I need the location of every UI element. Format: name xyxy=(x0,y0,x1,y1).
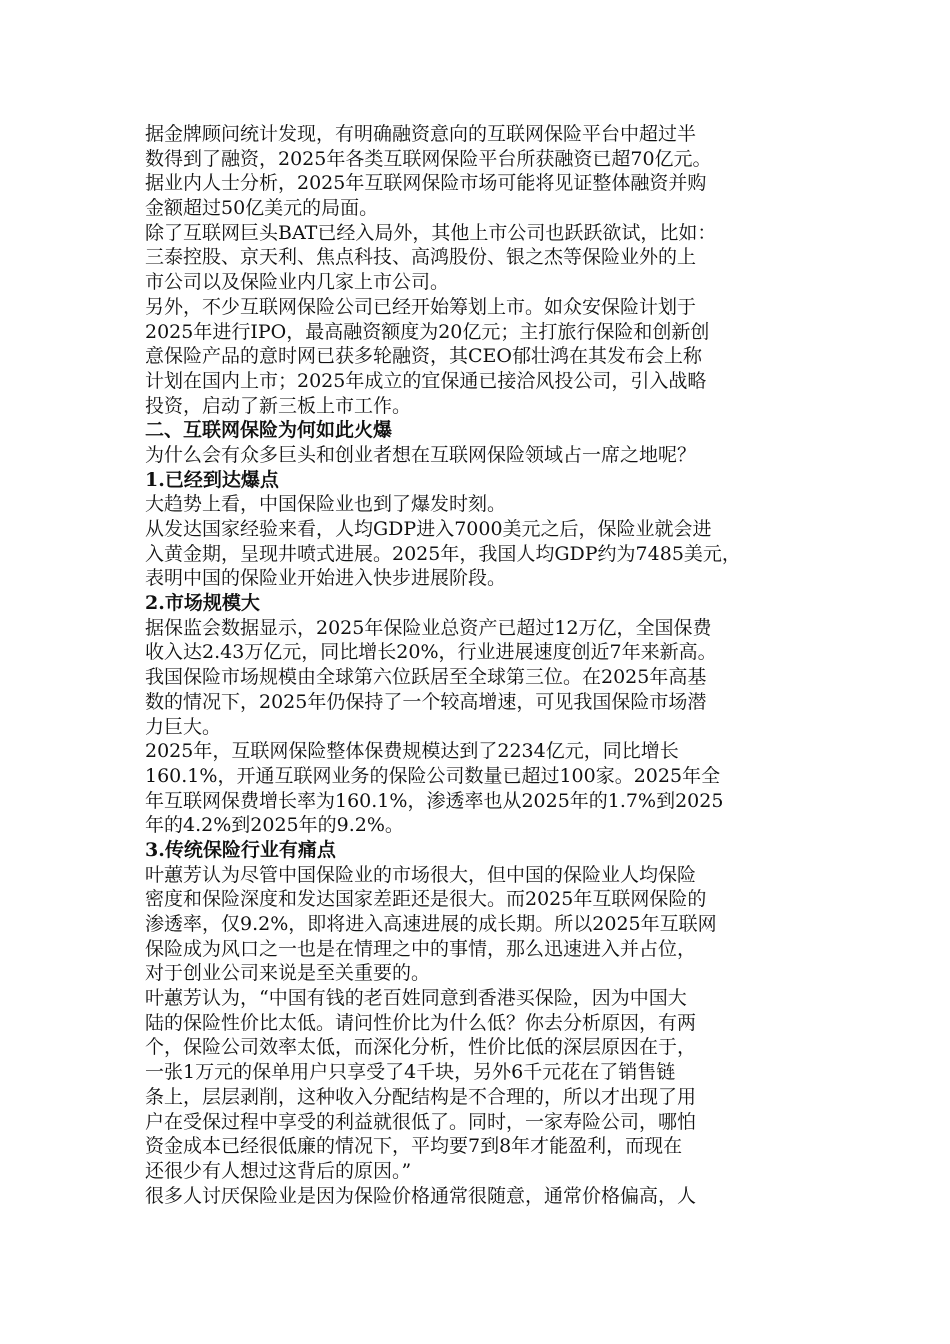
text-line: 渗透率，仅9.2%，即将进入高速进展的成长期。所以2025年互联网 xyxy=(145,913,717,935)
text-line: 数的情况下，2025年仍保持了一个较高增速，可见我国保险市场潜 xyxy=(145,690,707,713)
text-line: 160.1%，开通互联网业务的保险公司数量已超过100家。2025年全 xyxy=(145,764,721,787)
text-line: 年的4.2%到2025年的9.2%。 xyxy=(145,814,404,837)
text-line: 数得到了融资，2025年各类互联网保险平台所获融资已超70亿元。 xyxy=(145,147,712,170)
text-line: 2025年进行IPO，最高融资额度为20亿元；主打旅行保险和创新创 xyxy=(145,320,710,343)
section-heading: 二、互联网保险为何如此火爆 xyxy=(145,419,393,442)
text-line: 另外，不少互联网保险公司已经开始筹划上市。如众安保险计划于 xyxy=(145,295,697,318)
text-line: 一张1万元的保单用户只享受了4千块，另外6千元花在了销售链 xyxy=(145,1061,676,1084)
text-line: 据业内人士分析，2025年互联网保险市场可能将见证整体融资并购 xyxy=(145,172,707,195)
text-line: 条上，层层剥削，这种收入分配结构是不合理的，所以才出现了用 xyxy=(145,1085,697,1108)
text-line: 我国保险市场规模由全球第六位跃居至全球第三位。在2025年高基 xyxy=(145,666,707,689)
text-line: 据保监会数据显示，2025年保险业总资产已超过12万亿，全国保费 xyxy=(145,616,712,639)
text-line: 保险成为风口之一也是在情理之中的事情，那么迅速进入并占位， xyxy=(145,937,697,960)
text-line: 力巨大。 xyxy=(145,715,222,738)
text-line: 很多人讨厌保险业是因为保险价格通常很随意，通常价格偏高，人 xyxy=(145,1184,697,1207)
text-line: 对于创业公司来说是至关重要的。 xyxy=(145,962,431,985)
text-line: 大趋势上看，中国保险业也到了爆发时刻。 xyxy=(145,493,507,516)
text-line: 叶蕙芳认为，“中国有钱的老百姓同意到香港买保险，因为中国大 xyxy=(145,987,687,1010)
text-line: 2025年，互联网保险整体保费规模达到了2234亿元，同比增长 xyxy=(145,740,679,763)
text-line: 据金牌顾问统计发现，有明确融资意向的互联网保险平台中超过半 xyxy=(145,123,697,145)
text-line: 密度和保险深度和发达国家差距还是很大。而2025年互联网保险的 xyxy=(145,888,707,911)
text-line: 除了互联网巨头BAT已经入局外，其他上市公司也跃跃欲试，比如： xyxy=(145,221,717,244)
text-line: 入黄金期，呈现井喷式进展。2025年，我国人均GDP约为7485美元， xyxy=(145,542,741,565)
section-heading: 1.已经到达爆点 xyxy=(145,468,279,491)
text-line: 为什么会有众多巨头和创业者想在互联网保险领域占一席之地呢？ xyxy=(145,443,697,466)
section-heading: 3.传统保险行业有痛点 xyxy=(145,838,336,861)
section-heading: 2.市场规模大 xyxy=(145,592,260,615)
text-line: 叶蕙芳认为尽管中国保险业的市场很大，但中国的保险业人均保险 xyxy=(145,863,697,886)
text-line: 计划在国内上市；2025年成立的宜保通已接洽风投公司，引入战略 xyxy=(145,369,707,392)
text-line: 三泰控股、京天利、焦点科技、高鸿股份、银之杰等保险业外的上 xyxy=(145,246,697,269)
text-line: 收入达2.43万亿元，同比增长20%，行业进展速度创近7年来新高。 xyxy=(145,641,717,664)
text-line: 年互联网保费增长率为160.1%，渗透率也从2025年的1.7%到2025 xyxy=(145,789,724,812)
text-line: 资金成本已经很低廉的情况下，平均要7到8年才能盈利，而现在 xyxy=(145,1135,683,1158)
text-line: 户在受保过程中享受的利益就很低了。同时，一家寿险公司，哪怕 xyxy=(145,1110,697,1133)
text-line: 个，保险公司效率太低，而深化分析，性价比低的深层原因在于， xyxy=(145,1036,697,1059)
text-line: 意保险产品的意时网已获多轮融资，其CEO郁壮鸿在其发布会上称 xyxy=(145,345,702,368)
text-line: 从发达国家经验来看，人均GDP进入7000美元之后，保险业就会进 xyxy=(145,518,712,540)
text-line: 金额超过50亿美元的局面。 xyxy=(145,197,379,220)
document-page xyxy=(145,122,825,1208)
text-line: 还很少有人想过这背后的原因。” xyxy=(145,1159,412,1182)
text-line: 投资，启动了新三板上市工作。 xyxy=(145,394,412,417)
text-line: 陆的保险性价比太低。请问性价比为什么低？你去分析原因，有两 xyxy=(145,1011,697,1034)
text-line: 表明中国的保险业开始进入快步进展阶段。 xyxy=(145,567,507,590)
text-line: 市公司以及保险业内几家上市公司。 xyxy=(145,271,450,294)
